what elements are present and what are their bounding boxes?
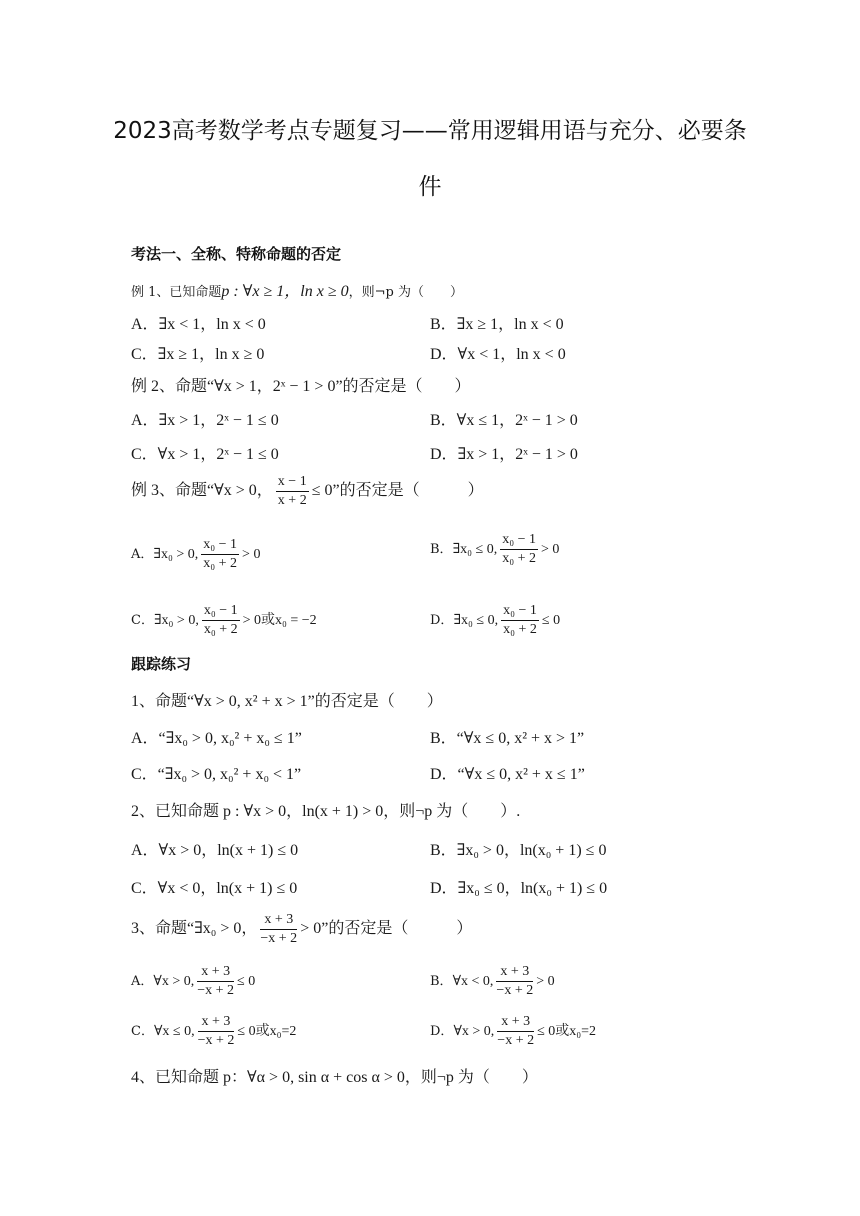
question-4-stem: 4、已知命题 p：∀α > 0, sin α + cos α > 0，则¬p 为（ ） xyxy=(131,1069,538,1086)
question-3-option-a xyxy=(131,964,255,999)
option-label: B． xyxy=(430,542,453,557)
example-3-option-c xyxy=(131,603,317,638)
question-3-option-c xyxy=(131,1014,296,1049)
section-heading-1: 考法一、全称、特称命题的否定 xyxy=(131,245,342,263)
question-1-option-d: D．“∀x ≤ 0, x² + x ≤ 1” xyxy=(430,766,585,783)
fraction-denominator: x₀ + 2 xyxy=(502,551,537,566)
option-suffix: > 0 xyxy=(536,974,555,989)
question-2-option-d: D．∃x₀ ≤ 0，ln(x₀ + 1) ≤ 0 xyxy=(430,880,608,897)
question-1-stem: 1、命题“∀x > 0, x² + x > 1”的否定是（ ） xyxy=(131,693,443,710)
option-suffix: > 0或x₀ = −2 xyxy=(242,613,317,628)
option-label: A． xyxy=(131,974,154,989)
fraction-denominator: −x + 2 xyxy=(496,983,534,998)
fraction-denominator: −x + 2 xyxy=(197,1033,235,1048)
fraction-numerator: x + 3 xyxy=(497,1014,534,1032)
question-2-option-c: C．∀x < 0，ln(x + 1) ≤ 0 xyxy=(131,880,298,897)
question-3-option-d xyxy=(430,1014,596,1049)
option-label: C． xyxy=(131,1024,154,1039)
doc-title-line1: 2023高考数学考点专题复习——常用逻辑用语与充分、必要条 xyxy=(113,118,747,144)
fraction-numerator: x + 3 xyxy=(197,964,234,982)
example-2-option-b: B．∀x ≤ 1，2ˣ − 1 > 0 xyxy=(430,412,578,429)
question-3-stem-pre: 3、命题“∃x₀ > 0， xyxy=(131,920,258,937)
option-fraction xyxy=(501,603,539,638)
question-1-option-c: C．“∃x₀ > 0, x₀² + x₀ < 1” xyxy=(131,766,302,783)
option-prefix: ∀x > 0, xyxy=(153,974,195,989)
example-1-suffix: ，则¬p 为（ ） xyxy=(348,285,463,300)
option-label: A． xyxy=(131,547,154,562)
option-label: D． xyxy=(430,613,454,628)
option-prefix: ∃x₀ > 0, xyxy=(153,547,199,562)
option-suffix: > 0 xyxy=(242,547,261,562)
option-fraction xyxy=(497,1014,534,1049)
fraction-denominator: x₀ + 2 xyxy=(203,622,238,637)
option-suffix: > 0 xyxy=(541,542,560,557)
section-heading-2: 跟踪练习 xyxy=(131,655,192,673)
option-prefix: ∃x₀ ≤ 0, xyxy=(452,542,498,557)
example-3-stem-fraction xyxy=(276,474,309,509)
example-3-stem-post: ≤ 0”的否定是（ ） xyxy=(311,482,484,499)
example-2-option-d: D．∃x > 1，2ˣ − 1 > 0 xyxy=(430,446,578,463)
option-prefix: ∃x₀ ≤ 0, xyxy=(453,613,499,628)
option-prefix: ∀x < 0, xyxy=(452,974,494,989)
question-2-option-b: B．∃x₀ > 0，ln(x₀ + 1) ≤ 0 xyxy=(430,842,607,859)
fraction-numerator: x₀ − 1 xyxy=(500,532,538,550)
fraction-denominator: −x + 2 xyxy=(260,931,298,946)
example-2-option-a: A．∃x > 1，2ˣ − 1 ≤ 0 xyxy=(131,412,279,429)
fraction-numerator: x₀ − 1 xyxy=(201,537,239,555)
fraction-denominator: x + 2 xyxy=(277,493,307,508)
option-prefix: ∀x ≤ 0, xyxy=(153,1024,195,1039)
question-3-stem xyxy=(131,912,472,947)
option-suffix: ≤ 0 xyxy=(541,613,561,628)
option-prefix: ∀x > 0, xyxy=(453,1024,495,1039)
fraction-denominator: x₀ + 2 xyxy=(203,556,238,571)
question-3-stem-post: > 0”的否定是（ ） xyxy=(300,920,473,937)
fraction-numerator: x − 1 xyxy=(276,474,309,492)
fraction-numerator: x₀ − 1 xyxy=(501,603,539,621)
option-suffix: ≤ 0或x₀=2 xyxy=(237,1024,297,1039)
option-fraction xyxy=(201,537,239,572)
example-3-option-a xyxy=(131,537,260,572)
example-3-option-d xyxy=(430,603,560,638)
question-1-option-b: B．“∀x ≤ 0, x² + x > 1” xyxy=(430,730,585,747)
fraction-numerator: x + 3 xyxy=(496,964,533,982)
example-1-option-b: B．∃x ≥ 1，ln x < 0 xyxy=(430,316,564,333)
question-2-option-a: A．∀x > 0，ln(x + 1) ≤ 0 xyxy=(131,842,299,859)
question-2-stem: 2、已知命题 p : ∀x > 0，ln(x + 1) > 0，则¬p 为（ ）. xyxy=(131,803,521,820)
example-1-option-c: C．∃x ≥ 1，ln x ≥ 0 xyxy=(131,346,265,363)
option-suffix: ≤ 0 xyxy=(237,974,256,989)
fraction-denominator: x₀ + 2 xyxy=(503,622,537,637)
fraction-denominator: −x + 2 xyxy=(497,1033,535,1048)
example-1-stem xyxy=(131,278,463,301)
option-fraction xyxy=(197,964,234,999)
option-suffix: ≤ 0或x₀=2 xyxy=(537,1024,597,1039)
example-2-option-c: C．∀x > 1，2ˣ − 1 ≤ 0 xyxy=(131,446,279,463)
fraction-denominator: −x + 2 xyxy=(197,983,235,998)
option-label: C． xyxy=(131,613,154,628)
example-1-proposition: p : ∀x ≥ 1，ln x ≥ 0 xyxy=(221,283,349,300)
option-fraction xyxy=(198,1014,235,1049)
example-1-prefix: 例 1、已知命题 xyxy=(131,285,222,300)
option-prefix: ∃x₀ > 0, xyxy=(153,613,199,628)
question-1-option-a: A．“∃x₀ > 0, x₀² + x₀ ≤ 1” xyxy=(131,730,302,747)
question-3-stem-fraction xyxy=(260,912,297,947)
fraction-numerator: x + 3 xyxy=(198,1014,235,1032)
example-1-option-a: A．∃x < 1，ln x < 0 xyxy=(131,316,266,333)
doc-title-line2: 件 xyxy=(418,174,442,200)
example-3-stem xyxy=(131,474,484,509)
option-fraction xyxy=(202,603,240,638)
example-1-option-d: D．∀x < 1，ln x < 0 xyxy=(430,346,566,363)
option-label: D． xyxy=(430,1024,454,1039)
option-fraction xyxy=(500,532,538,567)
option-label: B． xyxy=(430,974,453,989)
example-3-option-b xyxy=(430,532,559,567)
example-3-stem-pre: 例 3、命题“∀x > 0， xyxy=(131,482,273,499)
question-3-option-b xyxy=(430,964,555,999)
fraction-numerator: x₀ − 1 xyxy=(202,603,240,621)
fraction-numerator: x + 3 xyxy=(260,912,297,930)
example-2-stem: 例 2、命题“∀x > 1，2ˣ − 1 > 0”的否定是（ ） xyxy=(131,378,471,395)
option-fraction xyxy=(496,964,533,999)
